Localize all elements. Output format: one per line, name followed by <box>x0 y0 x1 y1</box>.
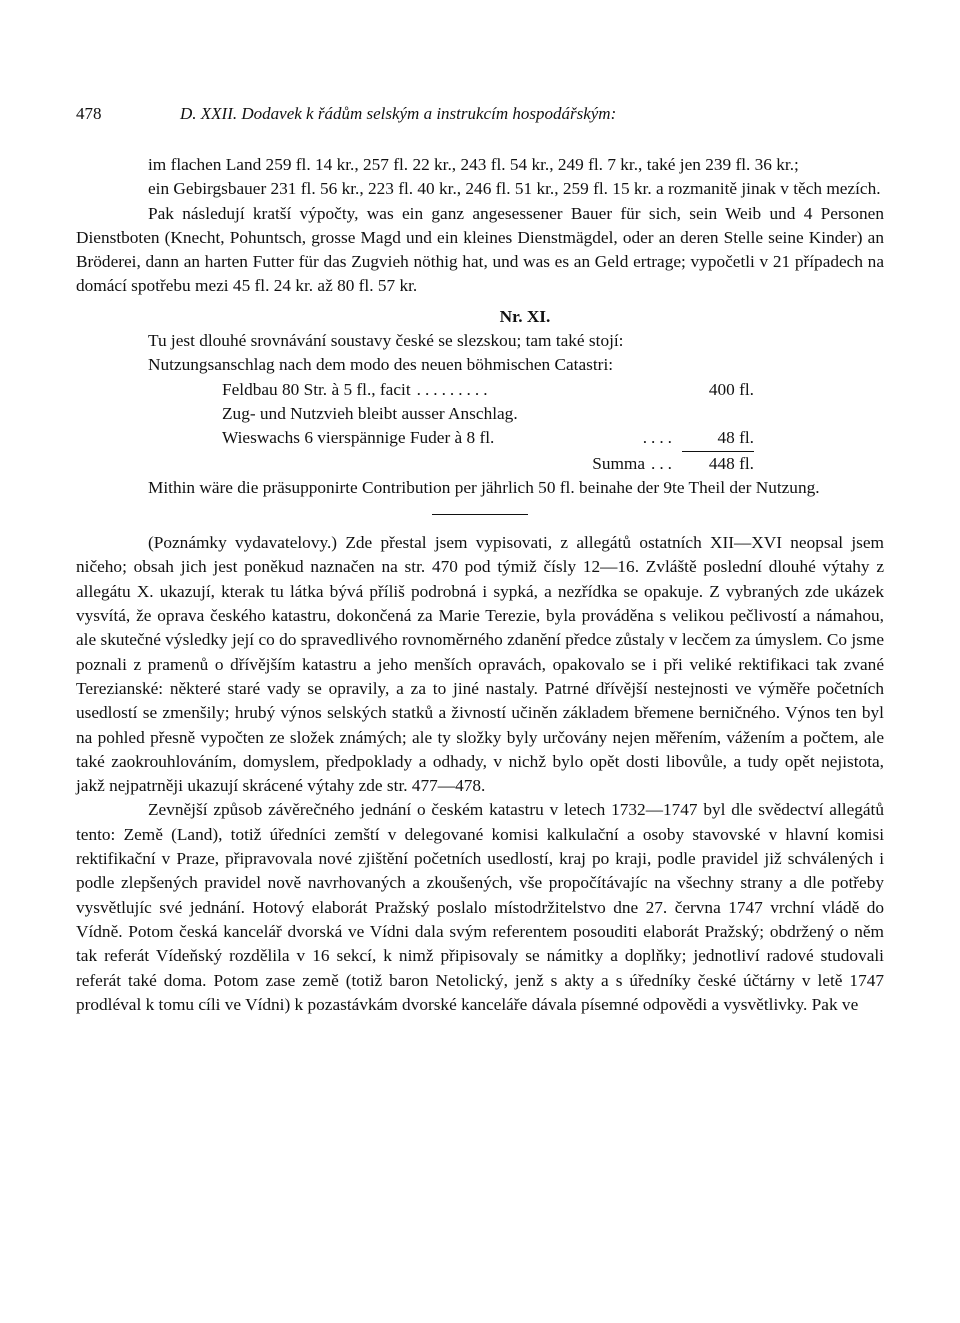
feldbau-label: Feldbau 80 Str. à 5 fl., facit <box>222 379 411 399</box>
leader-dots: ......... <box>416 379 492 399</box>
zugvieh-label: Zug- und Nutzvieh bleibt ausser Anschlag. <box>222 403 518 423</box>
price-line-flat-land: im flachen Land 259 fl. 14 kr., 257 fl. 22 kr., 243 fl. 54 kr., 249 fl. 7 kr., také jen 239 fl. 36 kr.; <box>148 155 799 174</box>
feldbau-amount: 400 fl. <box>708 379 754 399</box>
assessment-table <box>222 378 754 476</box>
wieswachs-label: Wieswachs 6 vierspännige Fuder à 8 fl. <box>222 428 495 448</box>
summa-label: Summa <box>592 453 646 473</box>
table-row-feldbau <box>222 378 754 402</box>
wieswachs-amount: 48 fl. <box>682 426 754 451</box>
section-intro-nutzungsanschlag: Nutzungsanschlag nach dem modo des neuen böhmischen Catastri: <box>148 355 614 375</box>
leader-dots: .... <box>642 428 676 448</box>
section-closing: Mithin wäre die präsupponirte Contribution per jährlich 50 fl. beinahe der 9te Theil der Nutzung. <box>148 477 820 497</box>
page-header <box>76 104 884 134</box>
paragraph-calculations: Pak následují kratší výpočty, was ein ganz angesessener Bauer für sich, sein Weib und 4 Personen Dienstboten (Knecht, Pohuntsch, grosse Magd und ein kleines Dienstmägdel, oder an deren Stelle seine Kinder) an Bröderei, dann an harten Futter für das Zugvieh nöthig hat, und was es an Geld ertrage; vypočetli v 21 případech na domácí spotřebu mezi 45 fl. 24 kr. až 80 fl. 57 kr. <box>76 203 884 296</box>
leader-dots: ... <box>651 453 676 473</box>
section-number: Nr. XI. <box>499 306 551 326</box>
summa-amount: 448 fl. <box>708 453 754 473</box>
paragraph-editor-notes: (Poznámky vydavatelovy.) Zde přestal jsem vypisovati, z allegátů ostatních XII—XVI neopsal jsem ničeho; obsah jich jest poněkud naznačen na str. 470 pod týmiž čísly 12—16. Zvláště poslední dlouhé výtahy z allegátu X. ukazují, kterak tu látka bývá příliš podrobná i sypká, a nezřídka se opakuje. Z vybraných zde ukázek vysvítá, že oprava českého katastru, dokončená za Marie Terezie, byla prováděna s velikou pečlivostí a námahou, ale skutečné výsledky její co do spravedlivého rovnoměrného zdanění předce zůstaly v lecčem za úmyslem. Co jsme poznali z pramenů o dřívějším katastru a jeho menších opravách, opakovalo se i při veliké rektifikaci tak zvané Terezianské: některé staré vady se opravily, a za to jiné nastaly. Patrné dřívější nestejnosti ve výměře početních usedlostí se zmenšily; hrubý výnos selských statků a živností učiněn základem břemene berničného. Výnos ten byl na pohled přesně vypočten ze složek známých; ale ty složky byly určovány nejen měřením, vážením a počtem, ale také zaokrouhlováním, domyslem, předpoklady a odhady, v nichž bylo opět dosti libovůle, a tudy opět nejistota, jakž nejpatrněji ukazují skrácené výtahy zde str. 477—478. <box>76 533 884 796</box>
paragraph-cadastre-procedure: Zevnější způsob závěrečného jednání o českém katastru v letech 1732—1747 byl dle svědectví allegátů tento: Země (Land), totiž úředníci zemští v delegované komisi kalkulační a osoby stavovské v hlavní komisi rektifikační v Praze, připravovala nové zjištění početních usedlostí, kraj po kraji, podle pravidel již schválených i podle zlepšených pravidel nově navrhovaných a zkoušených, vše propočítávajíc na všechny strany a dle potřeby vysvětlujíc své jednání. Hotový elaborát Pražský poslalo místodržitelstvo dne 27. června 1747 vrchní vládě do Vídně. Potom česká kancelář dvorská ve Vídni dala svým referentem posouditi elaborát Pražský; obdržený o něm tak referát Vídeňský rozdělila v 16 sekcí, k nimž připisovaly se námitky a doplňky; jednotliví radové studovali referát také doma. Potom zase země (totiž baron Netolický, jenž s akty a s úředníky české účtárny v letě 1747 prodléval k tomu cíli ve Vídni) k pozastávkám dvorské kanceláře dávala písemné odpovědi a vysvětlivky. Pak ve <box>76 800 884 1014</box>
section-divider <box>432 514 528 515</box>
table-row-zugvieh <box>222 402 754 426</box>
page-body <box>76 153 884 1017</box>
table-row-summa <box>222 452 754 476</box>
table-row-wieswachs <box>222 426 754 451</box>
running-title: D. XXII. Dodavek k řádům selským a instrukcím hospodářským: <box>180 104 617 123</box>
price-line-mountain-farmer: ein Gebirgsbauer 231 fl. 56 kr., 223 fl. 40 kr., 246 fl. 51 kr., 259 fl. 15 kr. a rozmanitě jinak v těch mezích. <box>148 179 881 199</box>
page-number: 478 <box>76 104 102 123</box>
section-intro-comparison: Tu jest dlouhé srovnávání soustavy české se slezskou; tam také stojí: <box>148 331 624 351</box>
